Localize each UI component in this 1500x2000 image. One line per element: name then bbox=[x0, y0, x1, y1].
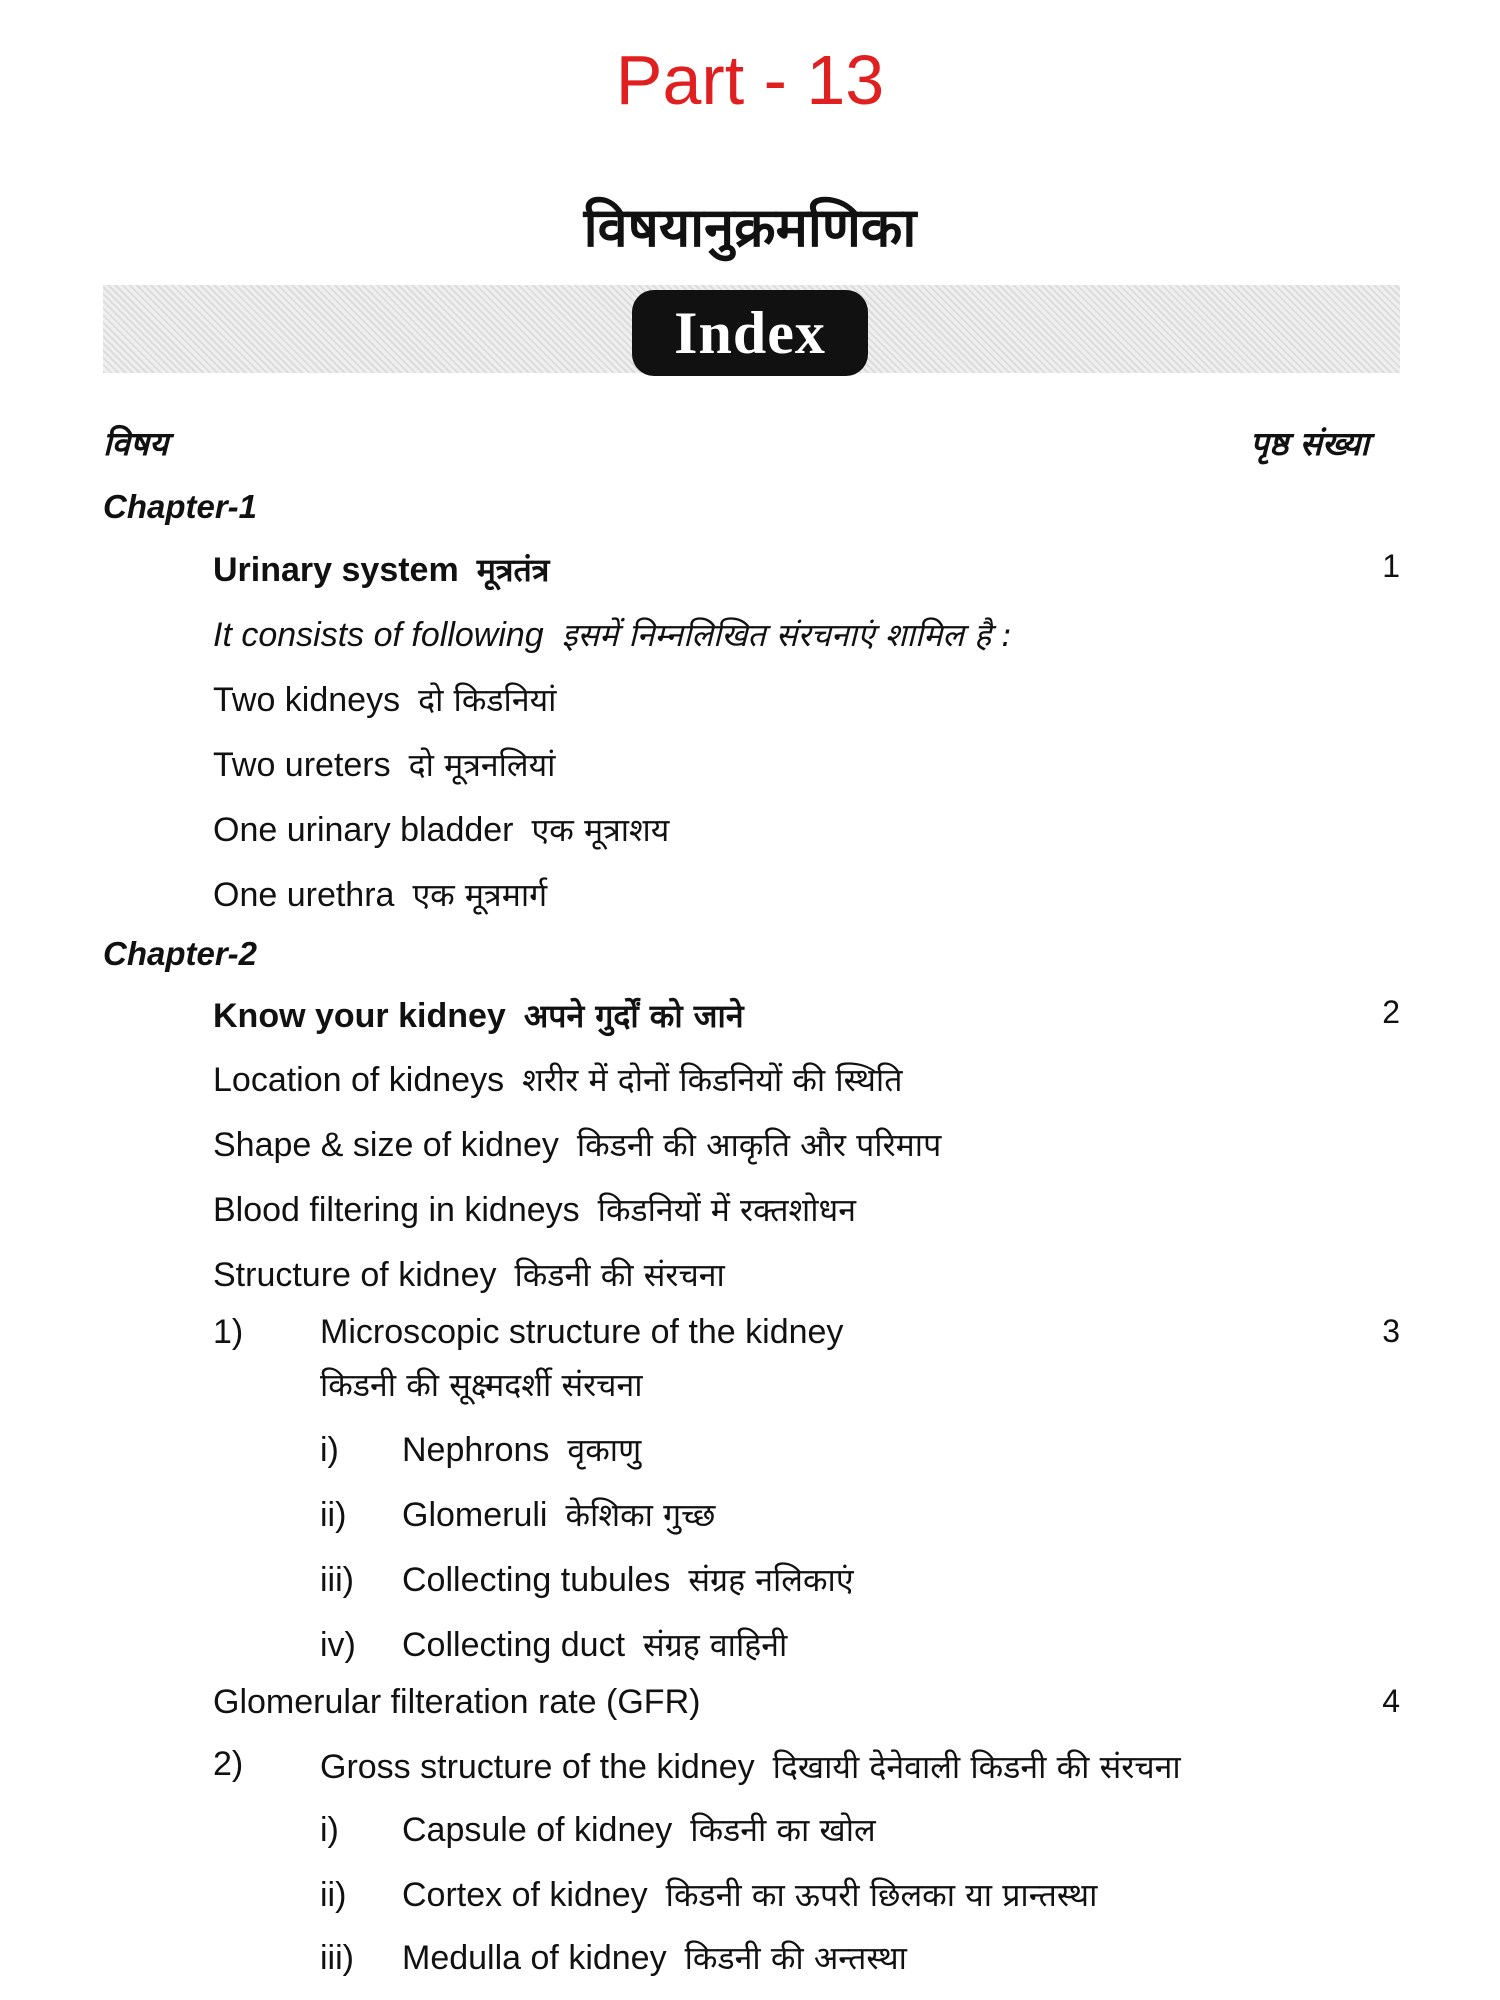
index-badge: Index bbox=[632, 290, 868, 376]
item-hi: शरीर में दोनों किडनियों की स्थिति bbox=[522, 1061, 903, 1099]
item-hi: किडनी की अन्तस्था bbox=[684, 1939, 907, 1977]
item-en: One urinary bladder bbox=[213, 811, 514, 849]
item-en: Medulla of kidney bbox=[402, 1939, 667, 1977]
list-item bbox=[213, 1253, 725, 1296]
chapter-1-label: Chapter-1 bbox=[103, 488, 258, 525]
item-hi: किडनियों में रक्तशोधन bbox=[597, 1191, 856, 1229]
item-hi: किडनी का ऊपरी छिलका या प्रान्तस्था bbox=[665, 1876, 1098, 1914]
item-en: Shape & size of kidney bbox=[213, 1126, 559, 1164]
list-item bbox=[320, 1428, 641, 1471]
topic-hi: अपने गुर्दों को जाने bbox=[523, 997, 744, 1035]
chapter-2-label: Chapter-2 bbox=[103, 935, 258, 972]
item-marker: iii) bbox=[320, 1939, 354, 1977]
item-marker: i) bbox=[320, 1431, 339, 1469]
subject-column-heading: विषय bbox=[103, 424, 169, 463]
item-hi: संग्रह नलिकाएं bbox=[688, 1561, 854, 1599]
item-en: Capsule of kidney bbox=[402, 1811, 673, 1849]
consists-hi: इसमें निम्नलिखित संरचनाएं शामिल है : bbox=[561, 616, 1013, 654]
page-number-column-heading: पृष्ठ संख्या bbox=[1250, 424, 1369, 463]
list-item bbox=[320, 1558, 854, 1601]
list-item bbox=[320, 1493, 715, 1536]
gfr-line: Glomerular filteration rate (GFR) bbox=[213, 1683, 701, 1721]
item-marker: iii) bbox=[320, 1561, 354, 1599]
item-hi: दो किडनियां bbox=[418, 681, 557, 719]
page-number: 4 bbox=[1382, 1683, 1400, 1719]
list-item bbox=[320, 1873, 1097, 1916]
item-en: Structure of kidney bbox=[213, 1256, 497, 1294]
item-en: Glomeruli bbox=[402, 1496, 548, 1534]
chapter-1-topic bbox=[213, 548, 549, 591]
micro-structure-marker: 1) bbox=[213, 1313, 244, 1351]
consists-en: It consists of following bbox=[213, 616, 544, 654]
topic-en: Urinary system bbox=[213, 551, 459, 589]
item-en: Cortex of kidney bbox=[402, 1876, 648, 1914]
item-marker: ii) bbox=[320, 1496, 347, 1534]
list-item bbox=[213, 808, 669, 851]
item-hi: किडनी का खोल bbox=[690, 1811, 876, 1849]
topic-hi: मूत्रतंत्र bbox=[476, 551, 550, 589]
item-en: One urethra bbox=[213, 876, 395, 914]
list-item bbox=[213, 1188, 856, 1231]
list-item bbox=[213, 743, 555, 786]
page-number: 3 bbox=[1382, 1313, 1400, 1349]
list-item bbox=[213, 1123, 941, 1166]
page-title-hindi: विषयानुक्रमणिका bbox=[583, 196, 917, 259]
item-hi: किडनी की आकृति और परिमाप bbox=[576, 1126, 942, 1164]
item-hi: वृकाणु bbox=[567, 1431, 642, 1469]
micro-structure-hi: किडनी की सूक्ष्मदर्शी संरचना bbox=[320, 1366, 643, 1404]
consists-line bbox=[213, 613, 1012, 656]
page-number: 1 bbox=[1382, 548, 1400, 584]
list-item bbox=[213, 1058, 902, 1101]
part-title: Part - 13 bbox=[615, 41, 885, 119]
list-item bbox=[320, 1808, 876, 1851]
gross-structure bbox=[320, 1745, 1181, 1788]
item-en: Two kidneys bbox=[213, 681, 401, 719]
list-item bbox=[213, 678, 556, 721]
list-item bbox=[213, 873, 547, 916]
item-en: Location of kidneys bbox=[213, 1061, 505, 1099]
item-marker: i) bbox=[320, 1811, 339, 1849]
list-item bbox=[320, 1936, 907, 1979]
gross-structure-marker: 2) bbox=[213, 1745, 244, 1783]
item-hi: केशिका गुच्छ bbox=[565, 1496, 716, 1534]
item-hi: एक मूत्राशय bbox=[531, 811, 670, 849]
item-en: Nephrons bbox=[402, 1431, 550, 1469]
list-item bbox=[320, 1623, 787, 1666]
item-marker: iv) bbox=[320, 1626, 356, 1664]
item-marker: ii) bbox=[320, 1876, 347, 1914]
item-en: Two ureters bbox=[213, 746, 391, 784]
item-hi: दो मूत्रनलियां bbox=[408, 746, 556, 784]
topic-en: Know your kidney bbox=[213, 997, 506, 1035]
gross-structure-en: Gross structure of the kidney bbox=[320, 1748, 755, 1786]
chapter-2-topic bbox=[213, 994, 744, 1037]
item-en: Blood filtering in kidneys bbox=[213, 1191, 580, 1229]
page-number: 2 bbox=[1382, 994, 1400, 1030]
item-en: Collecting duct bbox=[402, 1626, 626, 1664]
micro-structure-en: Microscopic structure of the kidney bbox=[320, 1313, 844, 1351]
item-hi: किडनी की संरचना bbox=[514, 1256, 725, 1294]
item-en: Collecting tubules bbox=[402, 1561, 671, 1599]
item-hi: संग्रह वाहिनी bbox=[643, 1626, 788, 1664]
item-hi: एक मूत्रमार्ग bbox=[412, 876, 548, 914]
gross-structure-hi: दिखायी देनेवाली किडनी की संरचना bbox=[772, 1748, 1181, 1786]
